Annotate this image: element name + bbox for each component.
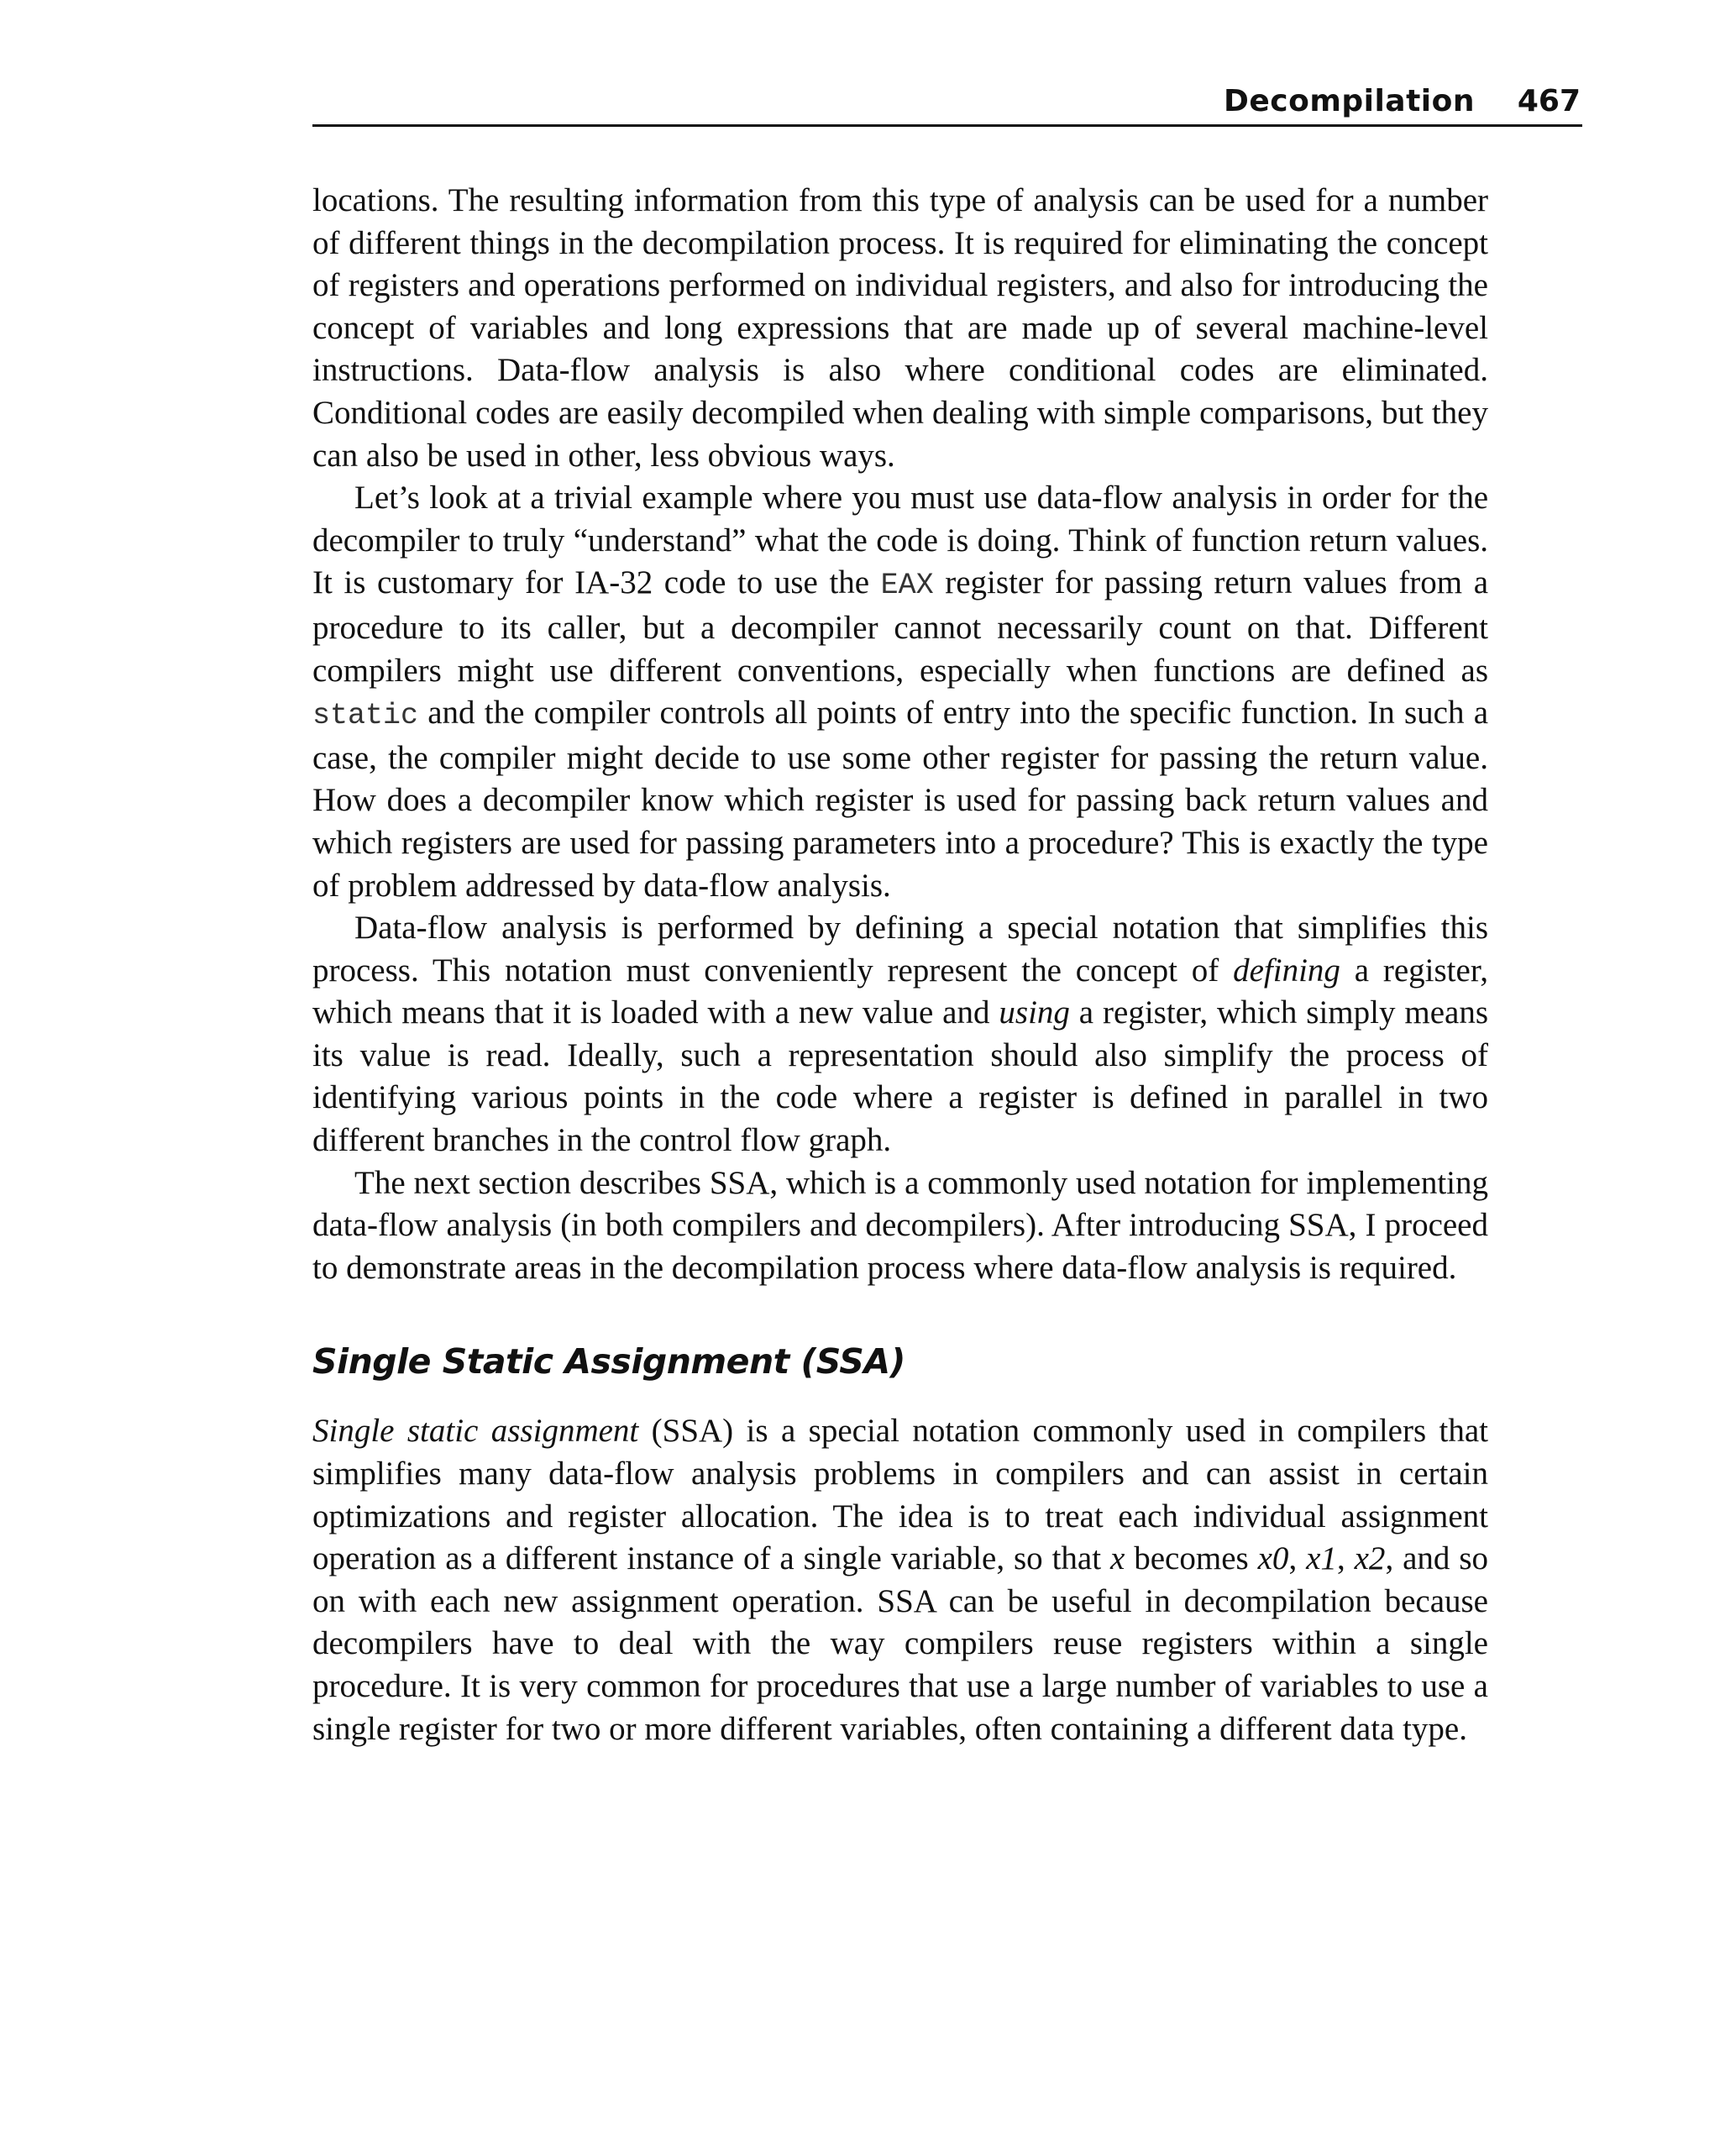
paragraph-3-text-b: a register, which means that it is loaded with a new value and — [312, 952, 1488, 1031]
chapter-title: Decompilation — [1223, 84, 1475, 118]
code-static: static — [312, 699, 419, 733]
paragraph-2-text-c: and the compiler controls all points of entry into the specific function. In such a case, the compiler might decide to use some other register for passing the return value. How does a decompiler know which register is used for passing back return values and which registers are used for passing parameters into a procedure? This is exactly the type of problem addressed by data-flow analysis. — [312, 695, 1488, 904]
var-x2: x2 — [1354, 1540, 1386, 1577]
paragraph-2 — [312, 477, 1488, 907]
section-paragraph-1 — [312, 1410, 1488, 1750]
code-eax: EAX — [880, 569, 934, 603]
paragraph-1: locations. The resulting information from this type of analysis can be used for a number of different things in the decompilation process. It is required for eliminating the concept of registers and operations performed on individual registers, and also for introducing the concept of variables and long expressions that are made up of several machine-level instructions. Data-flow analysis is also where conditional codes are eliminated. Conditional codes are easily decompiled when dealing with simple comparisons, but they can also be used in other, less obvious ways. — [312, 182, 1488, 474]
section-heading: Single Static Assignment (SSA) — [312, 1341, 905, 1382]
term-defining: defining — [1233, 952, 1340, 989]
section-text-d: , — [1336, 1540, 1355, 1577]
running-header — [312, 81, 1582, 127]
paragraph-3-text-c: a register, which simply means its value is read. Ideally, such a representation should also simplify the process of identifying various points in the code where a register is defined in parallel in two different branches in the control flow graph. — [312, 994, 1488, 1159]
paragraph-4: The next section describes SSA, which is a commonly used notation for implementing data-flow analysis (in both compilers and decompilers). After introducing SSA, I proceed to demonstrate areas in the decompilation process where data-flow analysis is required. — [312, 1164, 1488, 1286]
section-text-e: , and so on with each new assignment operation. SSA can be useful in decompilation because decompilers have to deal with the way compilers reuse registers within a single procedure. It is very common for procedures that use a large number of variables to use a single register for two or more different variables, often containing a different data type. — [312, 1540, 1489, 1747]
paragraph-2-text-b: register for passing return values from a procedure to its caller, but a decompiler cannot necessarily count on that. Different compilers might use different conventions, especially when functions are defined as — [312, 564, 1488, 689]
page-body — [312, 180, 1488, 1750]
paragraph-2-text-a: Let’s look at a trivial example where you must use data-flow analysis in order for the decompiler to truly “understand” what the code is doing. Think of function return values. It is customary for IA-32 code to use the — [312, 480, 1488, 601]
term-single-static-assignment: Single static assignment — [312, 1413, 639, 1450]
section-text-c: , — [1288, 1540, 1307, 1577]
page-number: 467 — [1517, 84, 1581, 118]
term-using: using — [999, 994, 1070, 1031]
var-x: x — [1110, 1540, 1125, 1577]
section-text-b: becomes — [1125, 1540, 1258, 1577]
section-text-a: (SSA) is a special notation commonly used in compilers that simplifies many data-flow analysis problems in compilers and can assist in certain optimizations and register allocation. The idea is to treat each individual assignment operation as a different instance of a single variable, so that — [312, 1413, 1488, 1577]
paragraph-3-text-a: Data-flow analysis is performed by defining a special notation that simplifies this process. This notation must conveniently represent the concept of — [312, 910, 1488, 989]
var-x1: x1 — [1306, 1540, 1337, 1577]
var-x0: x0 — [1257, 1540, 1289, 1577]
paragraph-3 — [312, 907, 1488, 1162]
